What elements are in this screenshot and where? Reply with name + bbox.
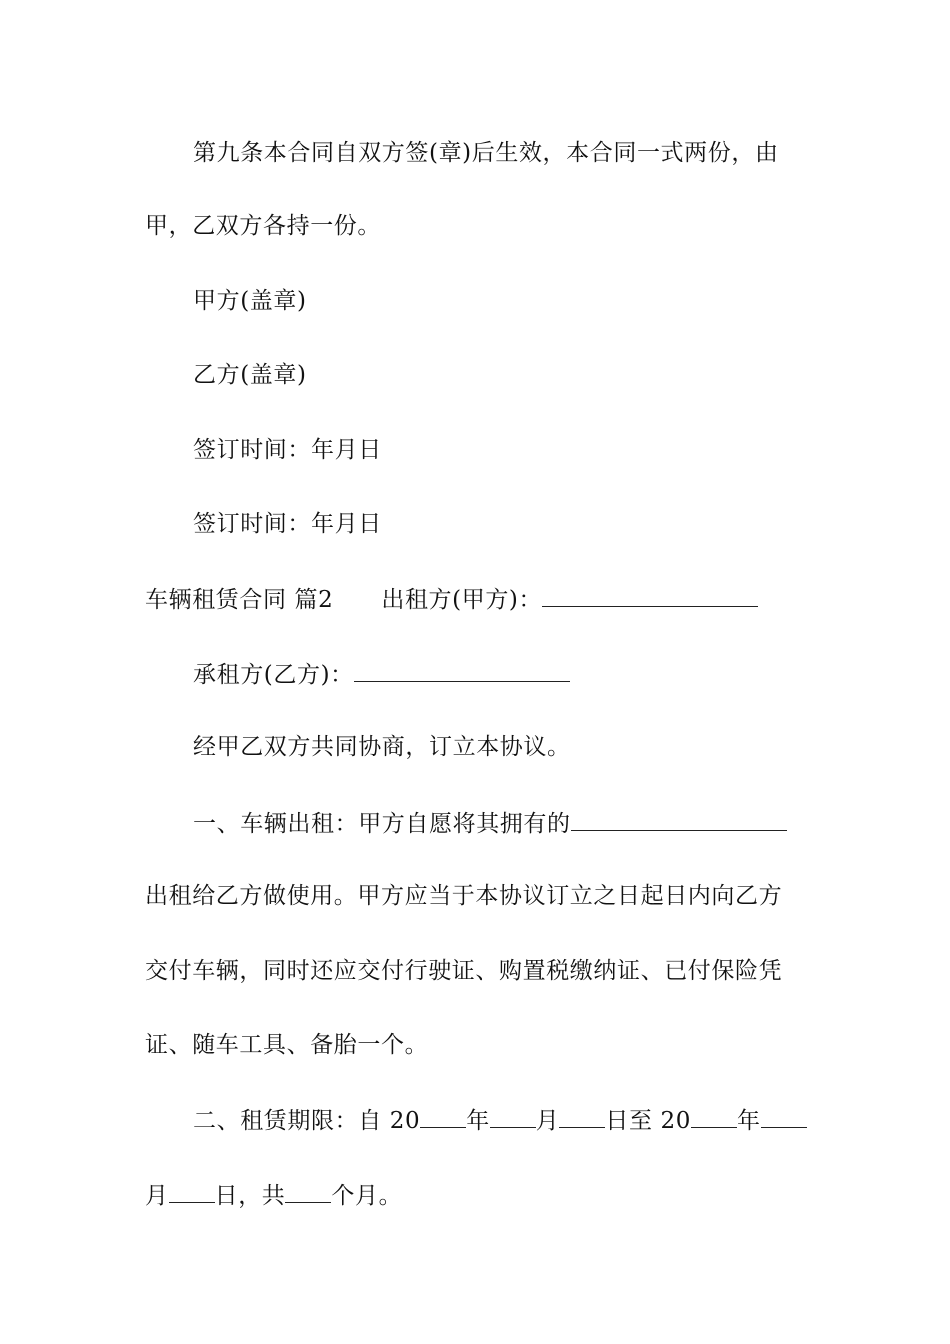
month1-blank bbox=[490, 1103, 536, 1128]
clause2-year2: 年 bbox=[736, 1108, 761, 1134]
lessee-label: 承租方(乙方)： bbox=[193, 662, 354, 688]
lessor-blank bbox=[542, 582, 758, 607]
sign-date-2: 签订时间：年月日 bbox=[193, 511, 382, 537]
clause1-line1 bbox=[193, 806, 863, 838]
clause2-day1: 日至 20 bbox=[605, 1108, 691, 1134]
contract-title: 车辆租赁合同 篇2 bbox=[145, 587, 334, 613]
clause2-day2: 日，共 bbox=[214, 1183, 286, 1209]
lessee-blank bbox=[354, 657, 570, 682]
vehicle-blank bbox=[571, 806, 787, 831]
clause2-month2: 月 bbox=[145, 1183, 169, 1209]
lessee-line bbox=[193, 657, 863, 689]
month2-blank bbox=[761, 1103, 807, 1128]
clause1-line4: 证、随车工具、备胎一个。 bbox=[145, 1032, 429, 1058]
day2-blank bbox=[169, 1178, 215, 1203]
clause2-prefix: 二、租赁期限：自 20 bbox=[193, 1108, 421, 1134]
agreement-intro: 经甲乙双方共同协商，订立本协议。 bbox=[193, 734, 571, 760]
sign-date-1: 签订时间：年月日 bbox=[193, 437, 382, 463]
clause1-line3: 交付车辆，同时还应交付行驶证、购置税缴纳证、已付保险凭 bbox=[145, 958, 783, 984]
article9-line1: 第九条本合同自双方签(章)后生效，本合同一式两份，由 bbox=[193, 140, 779, 166]
year2-blank bbox=[691, 1103, 737, 1128]
party-b-seal: 乙方(盖章) bbox=[193, 362, 307, 388]
lessor-label: 出租方(甲方)： bbox=[381, 587, 543, 613]
clause2-year1: 年 bbox=[466, 1108, 490, 1134]
clause2-month1: 月 bbox=[535, 1108, 560, 1134]
clause2-months: 个月。 bbox=[331, 1183, 403, 1209]
clause1-line2: 出租给乙方做使用。甲方应当于本协议订立之日起日内向乙方 bbox=[145, 883, 783, 909]
months-blank bbox=[285, 1178, 331, 1203]
year1-blank bbox=[420, 1103, 466, 1128]
clause1-line1-text: 一、车辆出租：甲方自愿将其拥有的 bbox=[193, 811, 571, 837]
clause2-line2 bbox=[145, 1178, 815, 1210]
party-a-seal: 甲方(盖章) bbox=[193, 288, 307, 314]
contract-header-line bbox=[145, 582, 815, 614]
day1-blank bbox=[559, 1103, 605, 1128]
clause2-line1 bbox=[193, 1103, 863, 1135]
article9-line2: 甲，乙双方各持一份。 bbox=[145, 213, 381, 239]
